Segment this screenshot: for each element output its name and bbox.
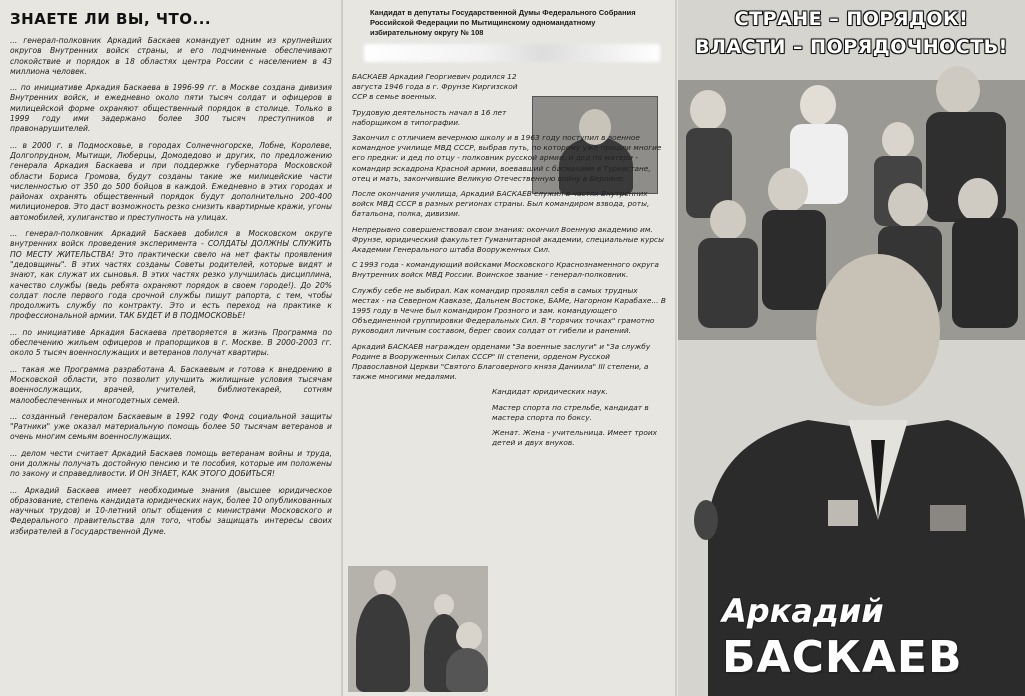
bio-paragraph: Службу себе не выбирал. Как командир проявлял себя в самых трудных местах - на Северном Кавказе, Дальнем Востоке, БАМе, Нагорном Карабахе... В 1995 году в Чечне был командиром Грозного и зам. командующего Объединенной группировки Федеральных Сил. В "горячих точках" грамотно руководил личным составом, берег своих солдат от гибели и ранений. [352, 285, 666, 336]
bio-paragraph: Кандидат юридических наук. [492, 387, 608, 397]
left-headline: ЗНАЕТЕ ЛИ ВЫ, ЧТО... [10, 10, 212, 28]
family-photo [348, 566, 488, 692]
column-divider [675, 0, 677, 696]
slogan-line-2: ВЛАСТИ – ПОРЯДОЧНОСТЬ! [695, 36, 1008, 58]
blurred-title [364, 44, 660, 62]
bio-paragraph: Женат. Жена - учительница. Имеет троих детей и двух внуков. [492, 428, 658, 448]
candidate-intro: Кандидат в депутаты Государственной Думы Федерального Собрания Российской Федерации по Мытищинскому одномандатному избирательному округу № 108 [370, 8, 636, 37]
left-paragraph: ... генерал-полковник Аркадий Баскаев командует одним из крупнейших округов Внутренних войск страны, и его подчиненные обеспечивают спокойствие и порядок в 18 областях центра России с населением в 43 миллиона человек. [10, 36, 332, 76]
biography [352, 72, 666, 449]
slogan-line-1: СТРАНЕ – ПОРЯДОК! [734, 8, 969, 30]
left-paragraph: ... генерал-полковник Аркадий Баскаев добился в Московском округе внутренних войск проведения эксперимента - СОЛДАТЫ ДОЛЖНЫ СЛУЖИТЬ ПО МЕСТУ ЖИТЕЛЬСТВА! Это практически свело на нет факты проявления "дедовщины". В этих частях созданы Советы родителей, которые видят и знают, как служат их сыновья. В этих частях резко улучшилась дисциплина, качество службы (ведь ребята охраняют порядок в своем городе!). До 20% солдат после первого года срочной службы пишут рапорта, с тем, чтобы продолжить службу по контракту. Это и есть переход на практике к профессиональной армии. ТАК БУДЕТ И В ПОДМОСКОВЬЕ! [10, 229, 332, 321]
bio-paragraph: После окончания училища, Аркадий БАСКАЕВ служил в частях Внутренних войск МВД СССР в разных регионах страны. Был командиром взвода, роты, батальона, полка, дивизии. [352, 189, 650, 219]
left-paragraph: ... в 2000 г. в Подмосковье, в городах Солнечногорске, Лобне, Королеве, Долгопрудном, Мытищи, Люберцы, Домодедово и других, по предложению генерала Аркадия Баскаева и при поддержке губернатора Московской области Бориса Громова, будут созданы такие же милицейские части численностью от 350 до 500 бойцов в каждой. Ежедневно в этих городах и районах охранять общественный порядок будут дополнительно 200-400 милиционеров. Это даст возможность резко снизить квартирные кражи, угоны автомобилей, хулиганство и преступность на улицах. [10, 140, 332, 222]
left-column [0, 0, 340, 696]
bio-paragraph: Закончил с отличием вечернюю школу и в 1963 году поступил в военное командное училище МВД СССР, выбрав путь, по которому уже прошли многие его предки: и дед по отцу - полковник русской армии, и дед по матери - командир эскадрона Красной армии, воевавший с басмачами в Туркестане, отец и мать, закончившие Великую Отечественную войну в Берлине. [352, 133, 662, 183]
bio-paragraph: Аркадий БАСКАЕВ награжден орденами "За военные заслуги" и "За службу Родине в Вооруженных Силах СССР" III степени, орденом Русской Православной Церкви "Святого Благоверного князя Даниила" III степени, а также многими медалями. [352, 341, 651, 382]
left-paragraph: ... по инициативе Аркадия Баскаева в 1996-99 гг. в Москве создана дивизия Внутренних войск, и ежедневно около пяти тысяч солдат и офицеров в милицейской форме охраняют общественный порядок в столице. Только в 1999 году ими задержано более 300 тысяч преступников и правонарушителей. [10, 83, 332, 134]
family-head [374, 570, 396, 596]
bio-paragraph: Мастер спорта по стрельбе, кандидат в мастера спорта по боксу. [492, 402, 649, 422]
left-paragraph: ... такая же Программа разработана А. Баскаевым и готова к внедрению в Московской области, это позволит улучшить жилищные условия тысячам военнослужащих, врачей, учителей, библиотекарей, сотням малообеспеченных и многодетных семей. [10, 364, 332, 405]
candidate-first-name: Аркадий [722, 592, 884, 630]
column-divider [341, 0, 343, 696]
left-paragraph: ... Аркадий Баскаев имеет необходимые знания (высшее юридическое образование, степень кандидата юридических наук, более 10 опубликованных научных трудов) и 10-летний опыт общения с министрами Московского и Федерального правительства для того, чтобы защищать интересы своих избирателей в Государственной Думе. [10, 485, 332, 536]
bio-paragraph: С 1993 года - командующий войсками Московского Краснознаменного округа Внутренних войск МВД России. Воинское звание - генерал-полковник. [352, 260, 659, 280]
family-head [434, 594, 454, 616]
middle-column [344, 0, 674, 696]
bio-paragraph: Трудовую деятельность начал в 16 лет наборщиком в типографии. [352, 107, 507, 127]
bio-paragraph: Непрерывно совершенствовал свои знания: окончил Военную академию им. Фрунзе, юридический факультет Гуманитарной академии, специальные курсы Академии Генерального штаба Вооруженных Сил. [352, 224, 664, 255]
left-paragraph: ... по инициативе Аркадия Баскаева претворяется в жизнь Программа по обеспечению жильем офицеров и прапорщиков в г. Москве. В 2000-2003 гг. около 5 тысяч военнослужащих и ветеранов получат квартиры. [10, 327, 332, 358]
left-paragraph: ... делом чести считает Аркадий Баскаев помощь ветеранам войны и труда, они должны получать достойную пенсию и те пособия, которые им положены по закону и справедливости. И ОН ЗНАЕТ, КАК ЭТОГО ДОБИТЬСЯ! [10, 448, 332, 479]
right-column [678, 0, 1025, 696]
left-paragraph: ... созданный генералом Баскаевым в 1992 году Фонд социальной защиты "Ратники" уже оказал материальную помощь более 50 тысячам ветеранов и очень многим семьям военнослужащих. [10, 411, 332, 442]
family-figure [446, 648, 488, 692]
bio-paragraph: БАСКАЕВ Аркадий Георгиевич родился 12 августа 1946 года в г. Фрунзе Киргизской ССР в семье военных. [352, 72, 518, 102]
family-head [456, 622, 482, 650]
candidate-last-name: БАСКАЕВ [722, 632, 963, 683]
family-figure [356, 594, 410, 692]
